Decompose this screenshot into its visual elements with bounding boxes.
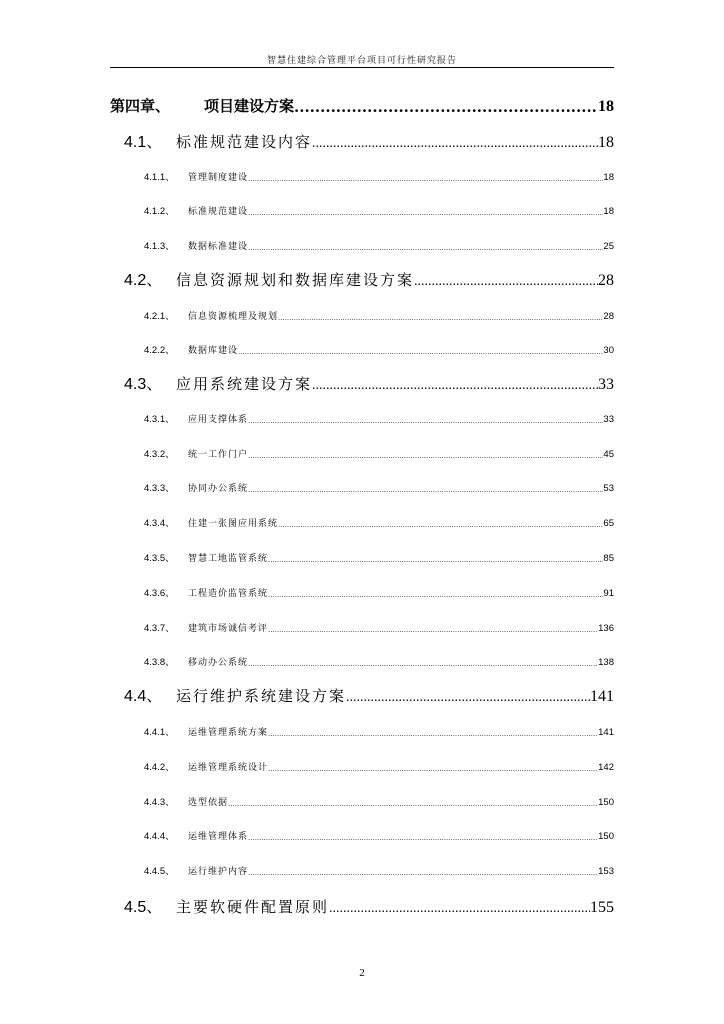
toc-section-4-5[interactable] <box>124 895 614 917</box>
toc-subsection-title: 信息资源梳理及规划 <box>188 312 279 322</box>
toc-subsection-number: 4.3.3、 <box>144 483 175 494</box>
toc-subsection-title: 统一工作门户 <box>188 450 249 460</box>
toc-subsection-title: 运维管理体系 <box>188 832 249 842</box>
toc-leader <box>248 452 603 460</box>
toc-subsection-title: 移动办公系统 <box>188 658 249 668</box>
toc-subsection-page: 53 <box>603 483 614 494</box>
toc-subsection-4-3-8[interactable] <box>144 654 614 668</box>
toc-subsection-4-3-1[interactable] <box>144 411 614 425</box>
toc-leader <box>312 378 598 394</box>
toc-subsection-page: 142 <box>598 762 614 773</box>
toc-subsection-page: 65 <box>603 518 614 529</box>
toc-subsection-number: 4.3.8、 <box>144 657 175 668</box>
toc-subsection-title: 数据标准建设 <box>188 242 249 252</box>
toc-leader <box>238 348 603 356</box>
toc-subsection-title: 运维管理系统方案 <box>188 728 269 738</box>
toc-subsection-page: 153 <box>598 866 614 877</box>
toc-subsection-number: 4.3.2、 <box>144 449 175 460</box>
toc-leader <box>248 660 598 668</box>
toc-leader <box>268 730 598 738</box>
toc-chapter-number: 第四章、 <box>110 97 171 115</box>
toc-leader <box>278 314 603 322</box>
toc-section-page: 33 <box>598 376 614 393</box>
toc-section-title: 应用系统建设方案 <box>176 375 313 393</box>
toc-subsection-number: 4.3.6、 <box>144 588 175 599</box>
toc-subsection-page: 18 <box>603 206 614 217</box>
toc-subsection-number: 4.4.1、 <box>144 727 175 738</box>
toc-subsection-title: 住建一张图应用系统 <box>188 519 279 529</box>
toc-subsection-number: 4.3.5、 <box>144 553 175 564</box>
toc-section-4-3[interactable] <box>124 372 614 394</box>
toc-leader <box>248 175 603 183</box>
toc-subsection-page: 91 <box>603 588 614 599</box>
toc-subsection-title: 选型依据 <box>188 798 229 808</box>
toc-subsection-4-1-1[interactable] <box>144 169 614 183</box>
toc-subsection-page: 30 <box>603 345 614 356</box>
toc-section-number: 4.1、 <box>124 134 163 151</box>
toc-subsection-title: 标准规范建设 <box>188 207 249 217</box>
toc-subsection-4-1-3[interactable] <box>144 238 614 252</box>
toc-subsection-4-2-2[interactable] <box>144 342 614 356</box>
toc-subsection-page: 85 <box>603 553 614 564</box>
toc-chapter[interactable] <box>110 96 614 116</box>
toc-subsection-title: 应用支撑体系 <box>188 415 249 425</box>
toc-subsection-number: 4.3.1、 <box>144 414 175 425</box>
toc-subsection-title: 工程造价监管系统 <box>188 589 269 599</box>
toc-subsection-title: 协同办公系统 <box>188 484 249 494</box>
toc-subsection-4-3-5[interactable] <box>144 550 614 564</box>
toc-leader <box>312 136 598 152</box>
toc-subsection-4-3-7[interactable] <box>144 620 614 634</box>
toc-subsection-page: 150 <box>598 831 614 842</box>
toc-subsection-page: 28 <box>603 311 614 322</box>
toc-section-title: 主要软硬件配置原则 <box>176 898 330 916</box>
toc-section-4-1[interactable] <box>124 130 614 152</box>
toc-subsection-title: 运行维护内容 <box>188 867 249 877</box>
toc-leader <box>248 869 598 877</box>
toc-leader <box>228 800 598 808</box>
toc-leader <box>329 901 590 917</box>
toc-subsection-number: 4.2.2、 <box>144 345 175 356</box>
toc-subsection-page: 25 <box>603 241 614 252</box>
toc-leader <box>248 209 603 217</box>
toc-subsection-4-1-2[interactable] <box>144 203 614 217</box>
toc-leader <box>248 244 603 252</box>
toc-leader <box>248 417 603 425</box>
toc-subsection-page: 141 <box>598 727 614 738</box>
toc-subsection-4-4-2[interactable] <box>144 759 614 773</box>
toc-section-title: 信息资源规划和数据库建设方案 <box>176 271 415 289</box>
toc-subsection-number: 4.1.1、 <box>144 172 175 183</box>
toc-subsection-number: 4.3.4、 <box>144 518 175 529</box>
toc-leader <box>268 556 603 564</box>
toc-leader <box>248 834 598 842</box>
toc-subsection-page: 150 <box>598 797 614 808</box>
toc-section-4-4[interactable] <box>124 684 614 706</box>
toc-subsection-title: 建筑市场诚信考评 <box>188 624 269 634</box>
toc-subsection-number: 4.1.3、 <box>144 241 175 252</box>
toc-subsection-4-4-3[interactable] <box>144 794 614 808</box>
toc-leader <box>414 274 598 290</box>
toc-section-number: 4.4、 <box>124 688 163 705</box>
toc-leader <box>268 591 603 599</box>
header-title: 智慧住建综合管理平台项目可行性研究报告 <box>266 56 457 66</box>
toc-subsection-title: 数据库建设 <box>188 346 239 356</box>
toc-section-number: 4.3、 <box>124 376 163 393</box>
toc-subsection-4-3-2[interactable] <box>144 446 614 460</box>
header-divider <box>110 67 614 68</box>
toc-chapter-page: 18 <box>598 98 614 115</box>
toc-leader <box>268 626 598 634</box>
toc-subsection-4-4-4[interactable] <box>144 828 614 842</box>
toc-section-number: 4.5、 <box>124 899 163 916</box>
toc-subsection-number: 4.4.4、 <box>144 831 175 842</box>
toc-subsection-page: 45 <box>603 449 614 460</box>
toc-subsection-number: 4.1.2、 <box>144 206 175 217</box>
toc-subsection-number: 4.4.2、 <box>144 762 175 773</box>
toc-leader <box>268 765 598 773</box>
toc-subsection-page: 33 <box>603 414 614 425</box>
toc-subsection-number: 4.4.3、 <box>144 797 175 808</box>
toc-section-page: 18 <box>598 134 614 151</box>
toc-subsection-4-4-1[interactable] <box>144 724 614 738</box>
toc-subsection-4-4-5[interactable] <box>144 863 614 877</box>
toc-subsection-title: 管理制度建设 <box>188 173 249 183</box>
toc-section-page: 141 <box>590 688 614 705</box>
toc-chapter-title: 项目建设方案 <box>204 97 295 115</box>
toc-section-title: 运行维护系统建设方案 <box>176 687 347 705</box>
toc-subsection-4-3-6[interactable] <box>144 585 614 599</box>
toc-section-4-2[interactable] <box>124 268 614 290</box>
toc-leader <box>278 521 603 529</box>
toc-section-title: 标准规范建设内容 <box>176 133 313 151</box>
toc-section-number: 4.2、 <box>124 272 163 289</box>
toc-section-page: 155 <box>590 899 614 916</box>
toc-subsection-number: 4.4.5、 <box>144 866 175 877</box>
toc-subsection-page: 138 <box>598 657 614 668</box>
toc-subsection-page: 136 <box>598 623 614 634</box>
toc-subsection-number: 4.2.1、 <box>144 311 175 322</box>
toc-subsection-4-3-3[interactable] <box>144 480 614 494</box>
toc-subsection-title: 智慧工地监管系统 <box>188 554 269 564</box>
toc-leader <box>248 486 603 494</box>
toc-subsection-4-3-4[interactable] <box>144 515 614 529</box>
toc-subsection-number: 4.3.7、 <box>144 623 175 634</box>
toc-subsection-4-2-1[interactable] <box>144 308 614 322</box>
toc-section-page: 28 <box>598 272 614 289</box>
toc-leader <box>346 690 590 706</box>
toc-subsection-page: 18 <box>603 172 614 183</box>
toc-subsection-title: 运维管理系统设计 <box>188 763 269 773</box>
toc-leader <box>294 98 598 116</box>
page-number: 2 <box>359 967 365 979</box>
